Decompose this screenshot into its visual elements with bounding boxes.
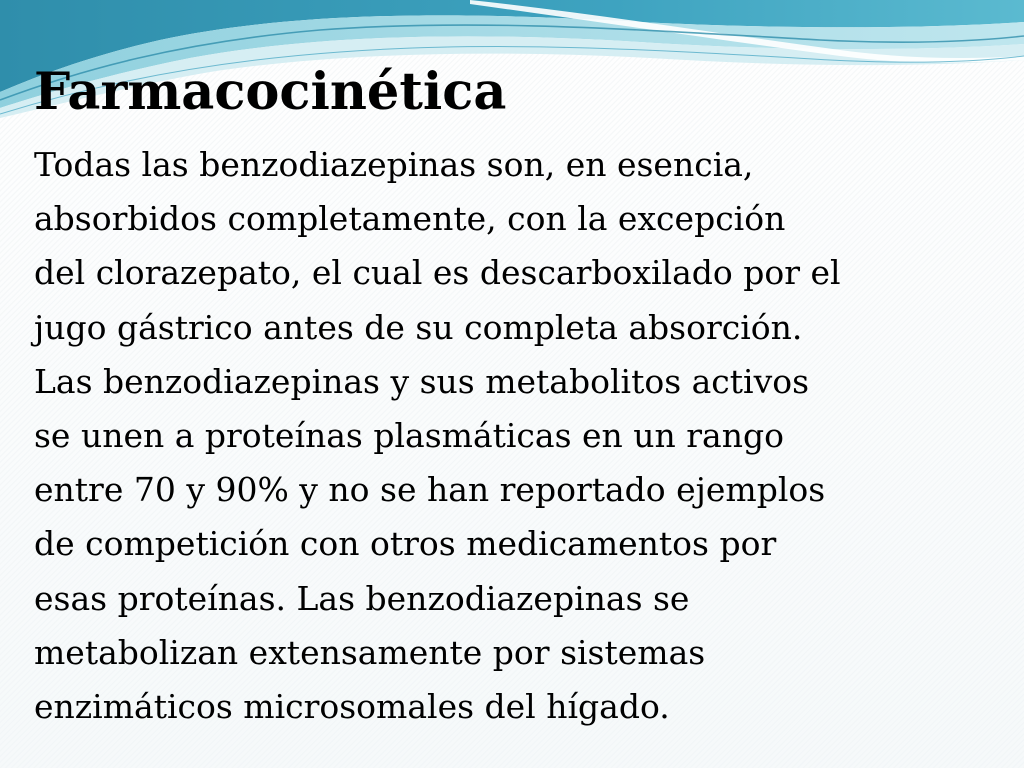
- body-line: jugo gástrico antes de su completa absorción.: [34, 307, 803, 347]
- body-line: metabolizan extensamente por sistemas: [34, 632, 706, 672]
- body-line: se unen a proteínas plasmáticas en un rango: [34, 416, 784, 456]
- slide-title: Farmacocinética: [34, 62, 507, 122]
- body-line: entre 70 y 90% y no se han reportado ejemplos: [34, 470, 826, 510]
- body-line: de competición con otros medicamentos por: [34, 524, 777, 564]
- slide-body: [34, 138, 994, 734]
- body-line: absorbidos completamente, con la excepción: [34, 199, 786, 239]
- body-line: Todas las benzodiazepinas son, en esencia,: [34, 145, 754, 184]
- body-line: esas proteínas. Las benzodiazepinas se: [34, 578, 690, 618]
- body-line: del clorazepato, el cual es descarboxilado por el: [34, 253, 841, 293]
- body-line: Las benzodiazepinas y sus metabolitos activos: [34, 361, 810, 401]
- body-line: enzimáticos microsomales del hígado.: [34, 687, 670, 727]
